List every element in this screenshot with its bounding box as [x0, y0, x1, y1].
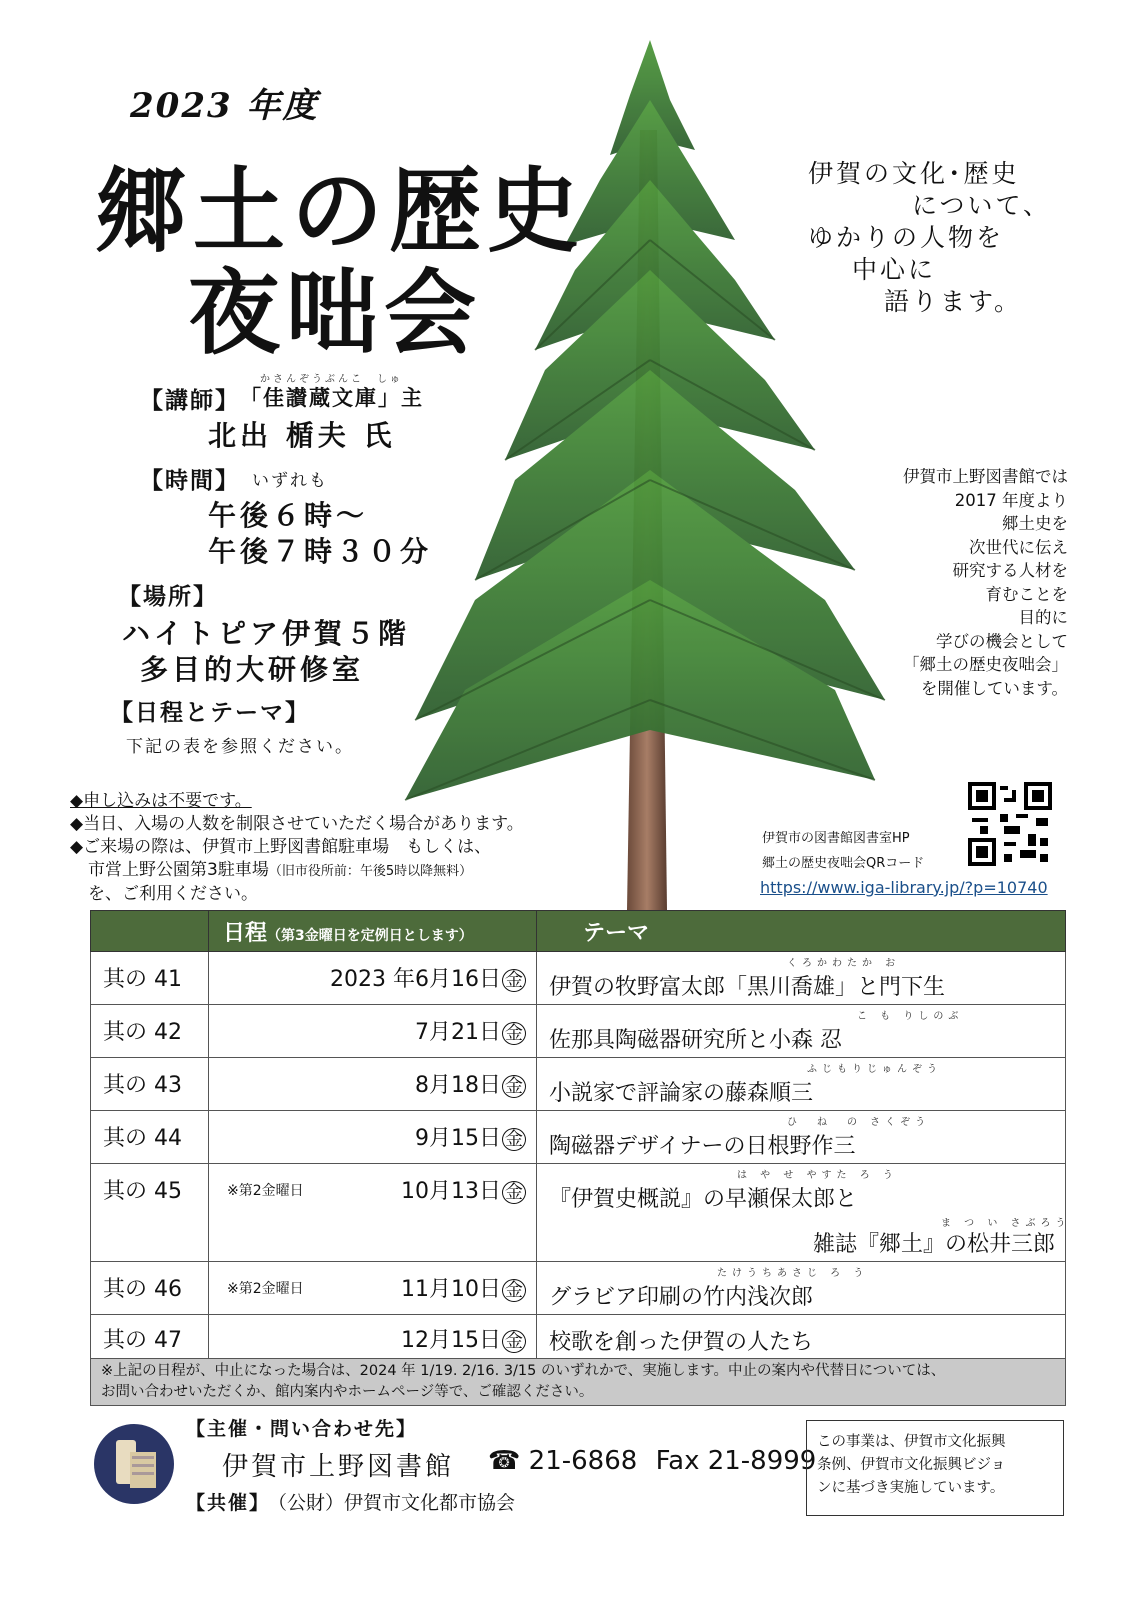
- ordinance-note-box: この事業は、伊賀市文化振興 条例、伊賀市文化振興ビジョ ンに基づき実施しています。: [806, 1420, 1064, 1516]
- about-library: 伊賀市上野図書館では 2017 年度より 郷土史を 次世代に伝え 研究する人材を 育むことを 目的に 学びの機会として 「郷土の歴史夜咄会」 を開催しています。: [903, 467, 1068, 698]
- table-note: ※上記の日程が、中止になった場合は、2024 年 1/19. 2/16. 3/15 のいずれかで、実施します。中止の案内や代替日については、 お問い合わせいただくか、館内案内やホームページ等で、ご確認ください。: [90, 1358, 1066, 1406]
- schedule-label: 【日程とテーマ】: [110, 699, 310, 726]
- fax-number: Fax 21-8999: [655, 1446, 817, 1476]
- phone-icon: ☎: [488, 1446, 521, 1476]
- qr-code[interactable]: [968, 782, 1052, 866]
- qr-label: 伊賀市の図書館図書室HP 郷土の歴史夜咄会QRコード: [762, 831, 925, 871]
- table-row: 其の 43 8月18日 金 ふじもりじゅんぞう 小説家で評論家の藤森順三: [91, 1058, 1066, 1111]
- place-label: 【場所】: [118, 583, 218, 610]
- schedule-note: 下記の表を参照ください。: [126, 737, 354, 757]
- place-line2: 多目的大研修室: [140, 653, 365, 686]
- page-title-line1: 郷土の歴史: [95, 157, 586, 265]
- organizer-label: 【主催・問い合わせ先】: [186, 1418, 418, 1440]
- table-row: 其の 42 7月21日 金 こ も りしのぶ 佐那具陶磁器研究所と小森 忍: [91, 1005, 1066, 1058]
- library-url-link[interactable]: https://www.iga-library.jp/?p=10740: [760, 878, 1048, 897]
- time-label: 【時間】: [140, 467, 240, 494]
- cosponsor-label: 【共催】: [186, 1492, 271, 1514]
- place-line1: ハイトピア伊賀５階: [122, 617, 411, 650]
- phone-number: 21-6868: [528, 1446, 638, 1476]
- lecturer-ruby: かさんぞうぶんこ しゅ: [260, 374, 403, 385]
- library-logo-icon: [92, 1418, 176, 1508]
- table-row: 其の 45 ※第2金曜日 10月13日 金 は や せ やすた ろ う 『伊賀史概説』の早瀬保太郎と ま つ い さぶろう 雑誌『郷土』の松井三郎: [91, 1164, 1066, 1262]
- table-row: 其の 46 ※第2金曜日 11月10日 金 たけうちあさじ ろ う グラビア印刷の竹内浅次郎: [91, 1262, 1066, 1315]
- notice-parking: ◆ご来場の際は、伊賀市上野図書館駐車場 もしくは、: [70, 837, 492, 857]
- notice-limit: ◆当日、入場の人数を制限させていただく場合があります。: [70, 814, 524, 834]
- lecturer-name: 北出 楯夫 氏: [208, 419, 396, 452]
- notice-no-registration: ◆申し込みは不要です。: [70, 791, 252, 811]
- column-header-theme: テーマ: [537, 911, 1066, 952]
- page-title-line2: 夜咄会: [188, 259, 483, 367]
- table-row: 其の 41 2023 年6月16日 金 くろかわたか お 伊賀の牧野富太郎「黒川喬雄」と門下生: [91, 952, 1066, 1005]
- year-label: 2023 年度: [130, 86, 319, 126]
- cosponsor-name: （公財）伊賀市文化都市協会: [268, 1492, 516, 1514]
- table-row: 其の 47 12月15日 金 校歌を創った伊賀の人たち: [91, 1315, 1066, 1368]
- library-name: 伊賀市上野図書館: [222, 1452, 455, 1482]
- intro-text: 伊賀の文化･歴史 について、 ゆかりの人物を 中心に 語ります。: [808, 159, 1052, 316]
- time-start: 午後６時～: [208, 499, 369, 532]
- column-header-schedule: 日程（第3金曜日を定例日とします）: [209, 911, 537, 952]
- time-end: 午後７時３０分: [208, 535, 433, 568]
- table-header-row: [91, 911, 1066, 952]
- notices: ◆申し込みは不要です。 ◆当日、入場の人数を制限させていただく場合があります。 ◆ご来場の際は、伊賀市上野図書館駐車場 もしくは、 市営上野公園第3駐車場（旧市役所前：午後5時以降無料） を、ご利用ください。: [70, 791, 524, 904]
- lecturer-affiliation: 「佳讃蔵文庫」主: [240, 385, 424, 410]
- time-note: いずれも: [252, 471, 328, 491]
- lecturer-label: 【講師】: [140, 387, 240, 414]
- table-row: 其の 44 9月15日 金 ひ ね の さくぞう 陶磁器デザイナーの日根野作三: [91, 1111, 1066, 1164]
- schedule-table: [90, 910, 1071, 1368]
